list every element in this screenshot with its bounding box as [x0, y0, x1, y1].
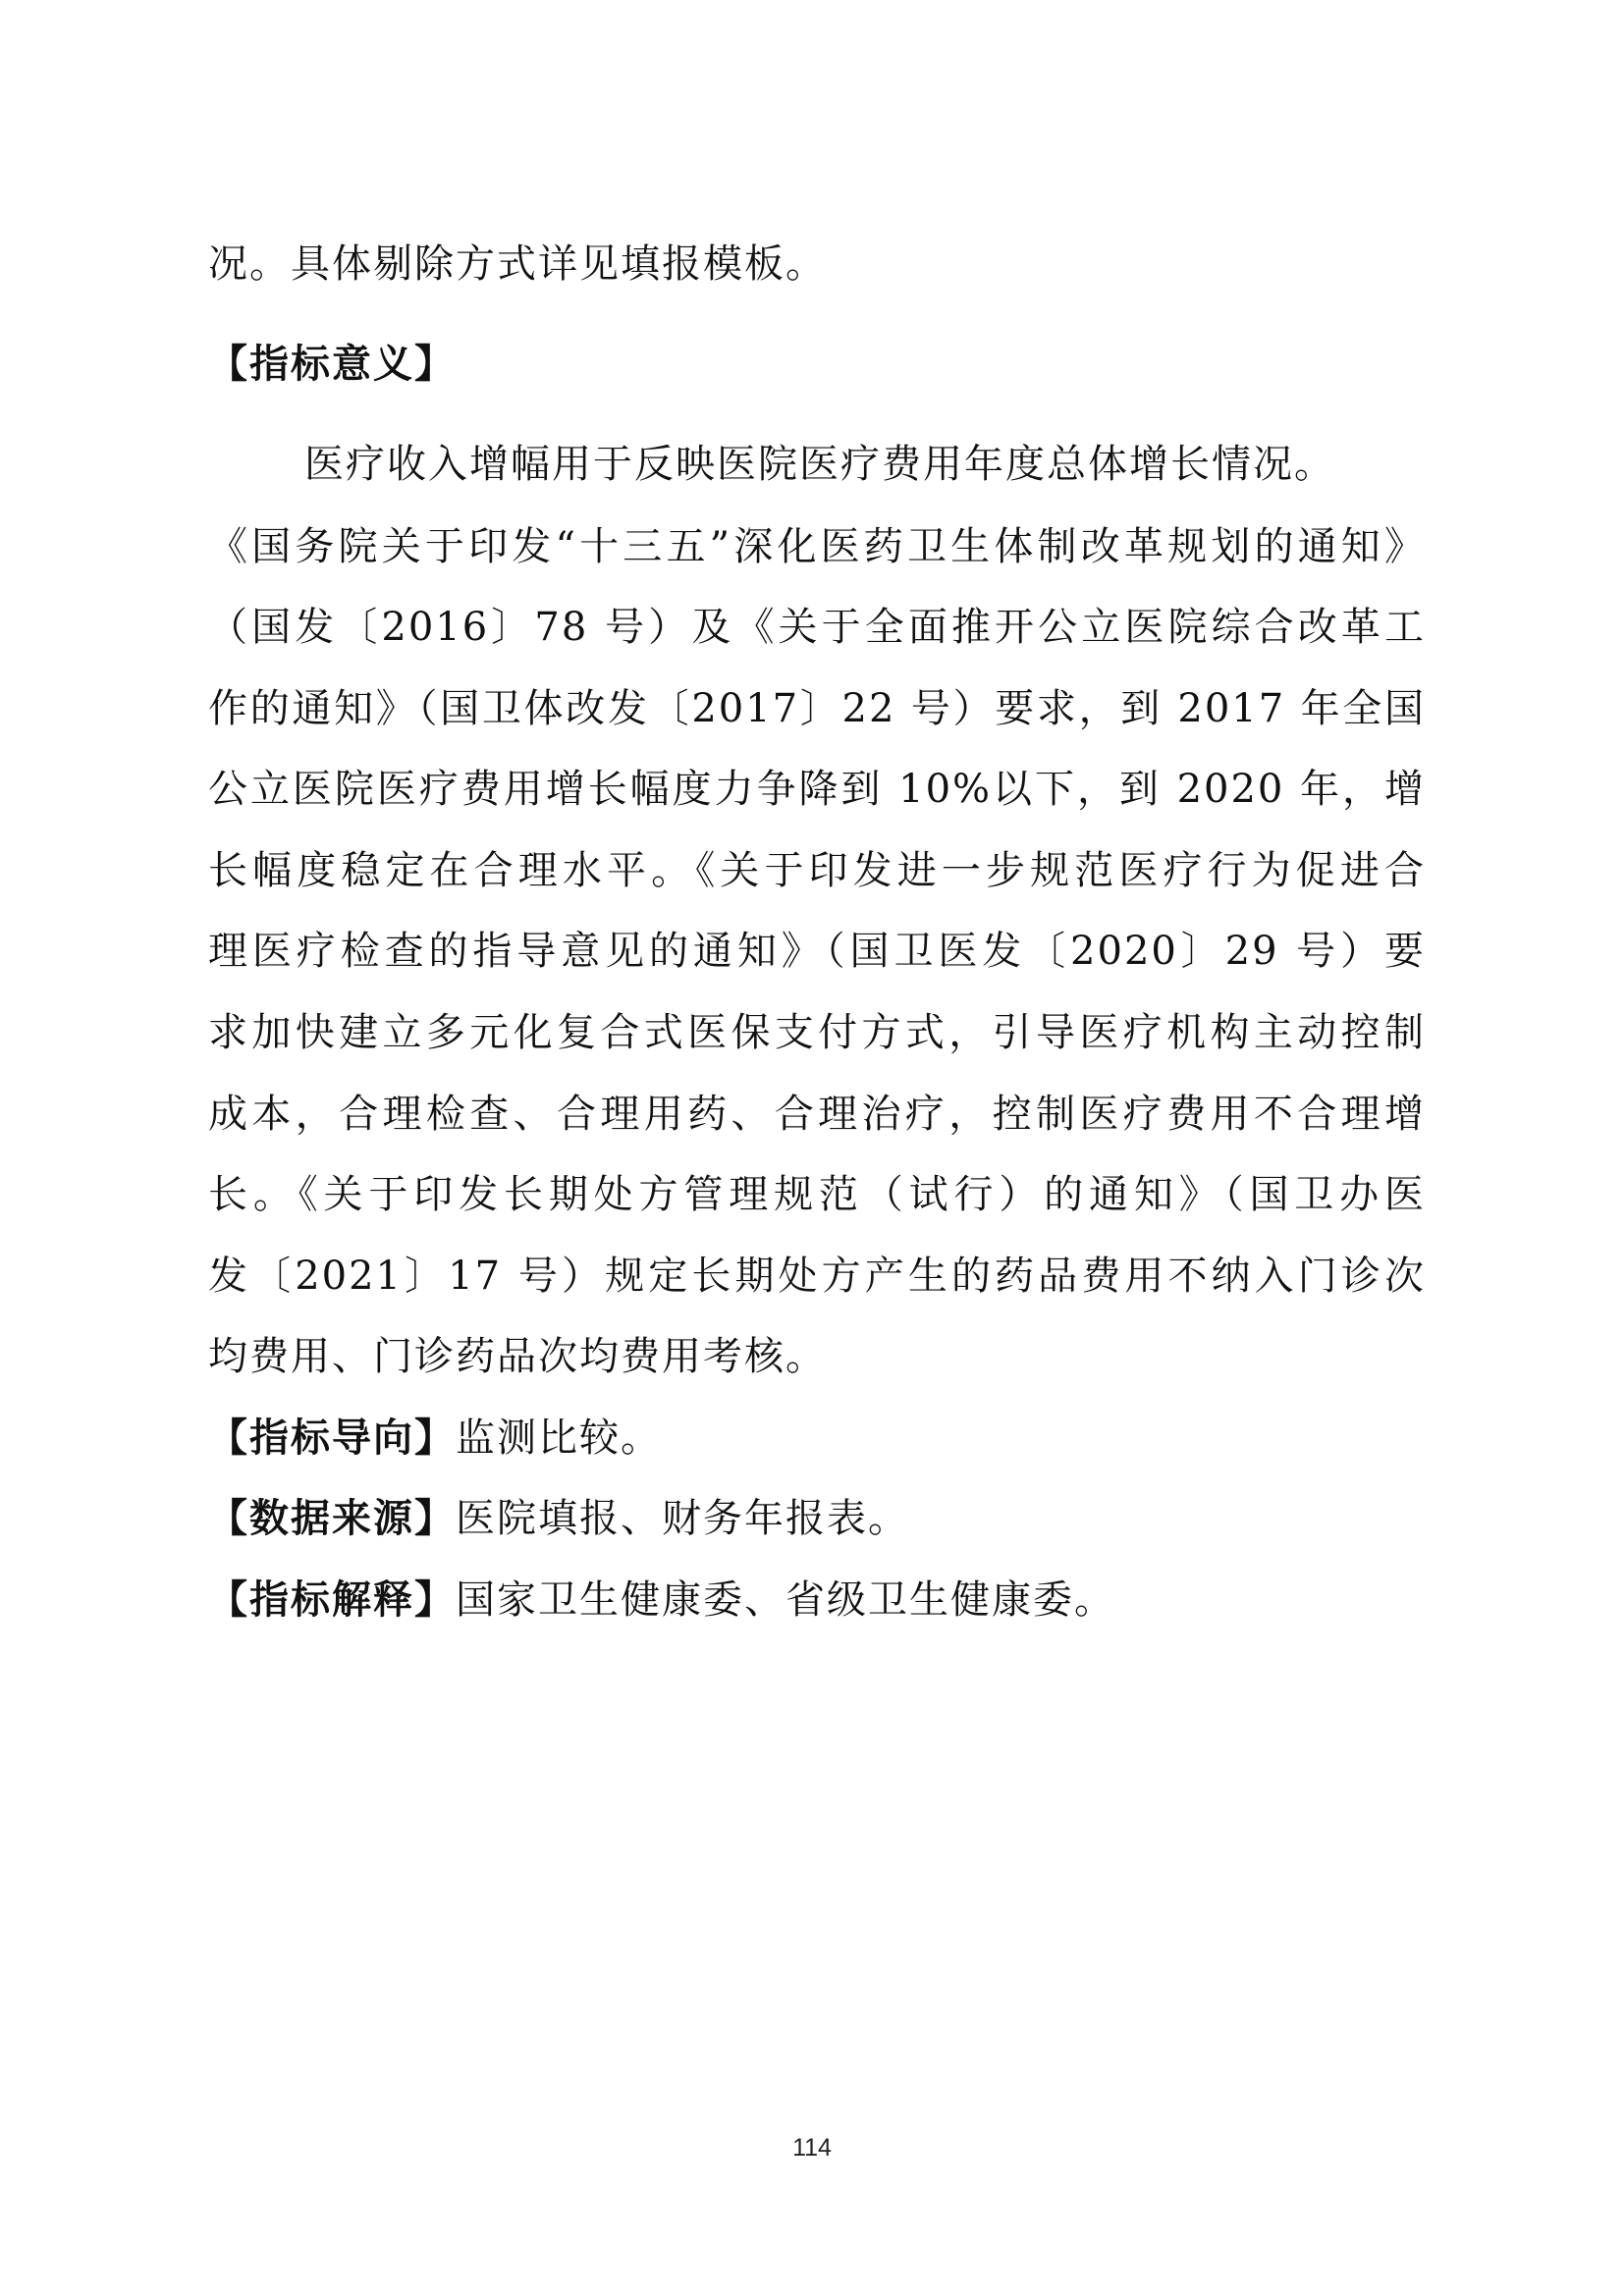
- orientation-text: 监测比较。: [456, 1415, 662, 1461]
- paragraph-line: 医疗收入增幅用于反映医院医疗费用年度总体增长情况。: [304, 442, 1335, 487]
- paragraph-line: 求加快建立多元化复合式医保支付方式，引导医疗机构主动控制: [208, 1010, 1426, 1055]
- paragraph-line: 长。《关于印发长期处方管理规范（试行）的通知》（国卫办医: [208, 1172, 1426, 1217]
- interpretation-text: 国家卫生健康委、省级卫生健康委。: [456, 1577, 1115, 1623]
- orientation-row: [208, 1411, 1426, 1466]
- paragraph-line: 发〔2021〕17 号）规定长期处方产生的药品费用不纳入门诊次: [208, 1254, 1426, 1299]
- data-source-text: 医院填报、财务年报表。: [456, 1496, 909, 1541]
- data-source-row: [208, 1491, 1426, 1546]
- paragraph-line: 均费用、门诊药品次均费用考核。: [208, 1334, 827, 1379]
- continuation-line: 况。具体剔除方式详见填报模板。: [208, 241, 827, 287]
- paragraph-line: 理医疗检查的指导意见的通知》（国卫医发〔2020〕29 号）要: [208, 929, 1426, 974]
- paragraph-line: （国发〔2016〕78 号）及《关于全面推开公立医院综合改革工: [208, 605, 1426, 650]
- paragraph-line: 长幅度稳定在合理水平。《关于印发进一步规范医疗行为促进合: [208, 848, 1426, 893]
- paragraph-line: 《国务院关于印发“十三五”深化医药卫生体制改革规划的通知》: [208, 524, 1426, 569]
- interpretation-label: 【指标解释】: [208, 1577, 456, 1623]
- paragraph-line: 作的通知》（国卫体改发〔2017〕22 号）要求，到 2017 年全国: [208, 686, 1426, 731]
- interpretation-row: [208, 1573, 1426, 1628]
- orientation-label: 【指标导向】: [208, 1415, 456, 1461]
- section-heading-significance: 【指标意义】: [208, 342, 456, 387]
- page-number: 114: [792, 2134, 832, 2162]
- paragraph-line: 公立医院医疗费用增长幅度力争降到 10%以下，到 2020 年，增: [208, 767, 1426, 812]
- data-source-label: 【数据来源】: [208, 1496, 456, 1541]
- paragraph-line: 成本，合理检查、合理用药、合理治疗，控制医疗费用不合理增: [208, 1092, 1426, 1137]
